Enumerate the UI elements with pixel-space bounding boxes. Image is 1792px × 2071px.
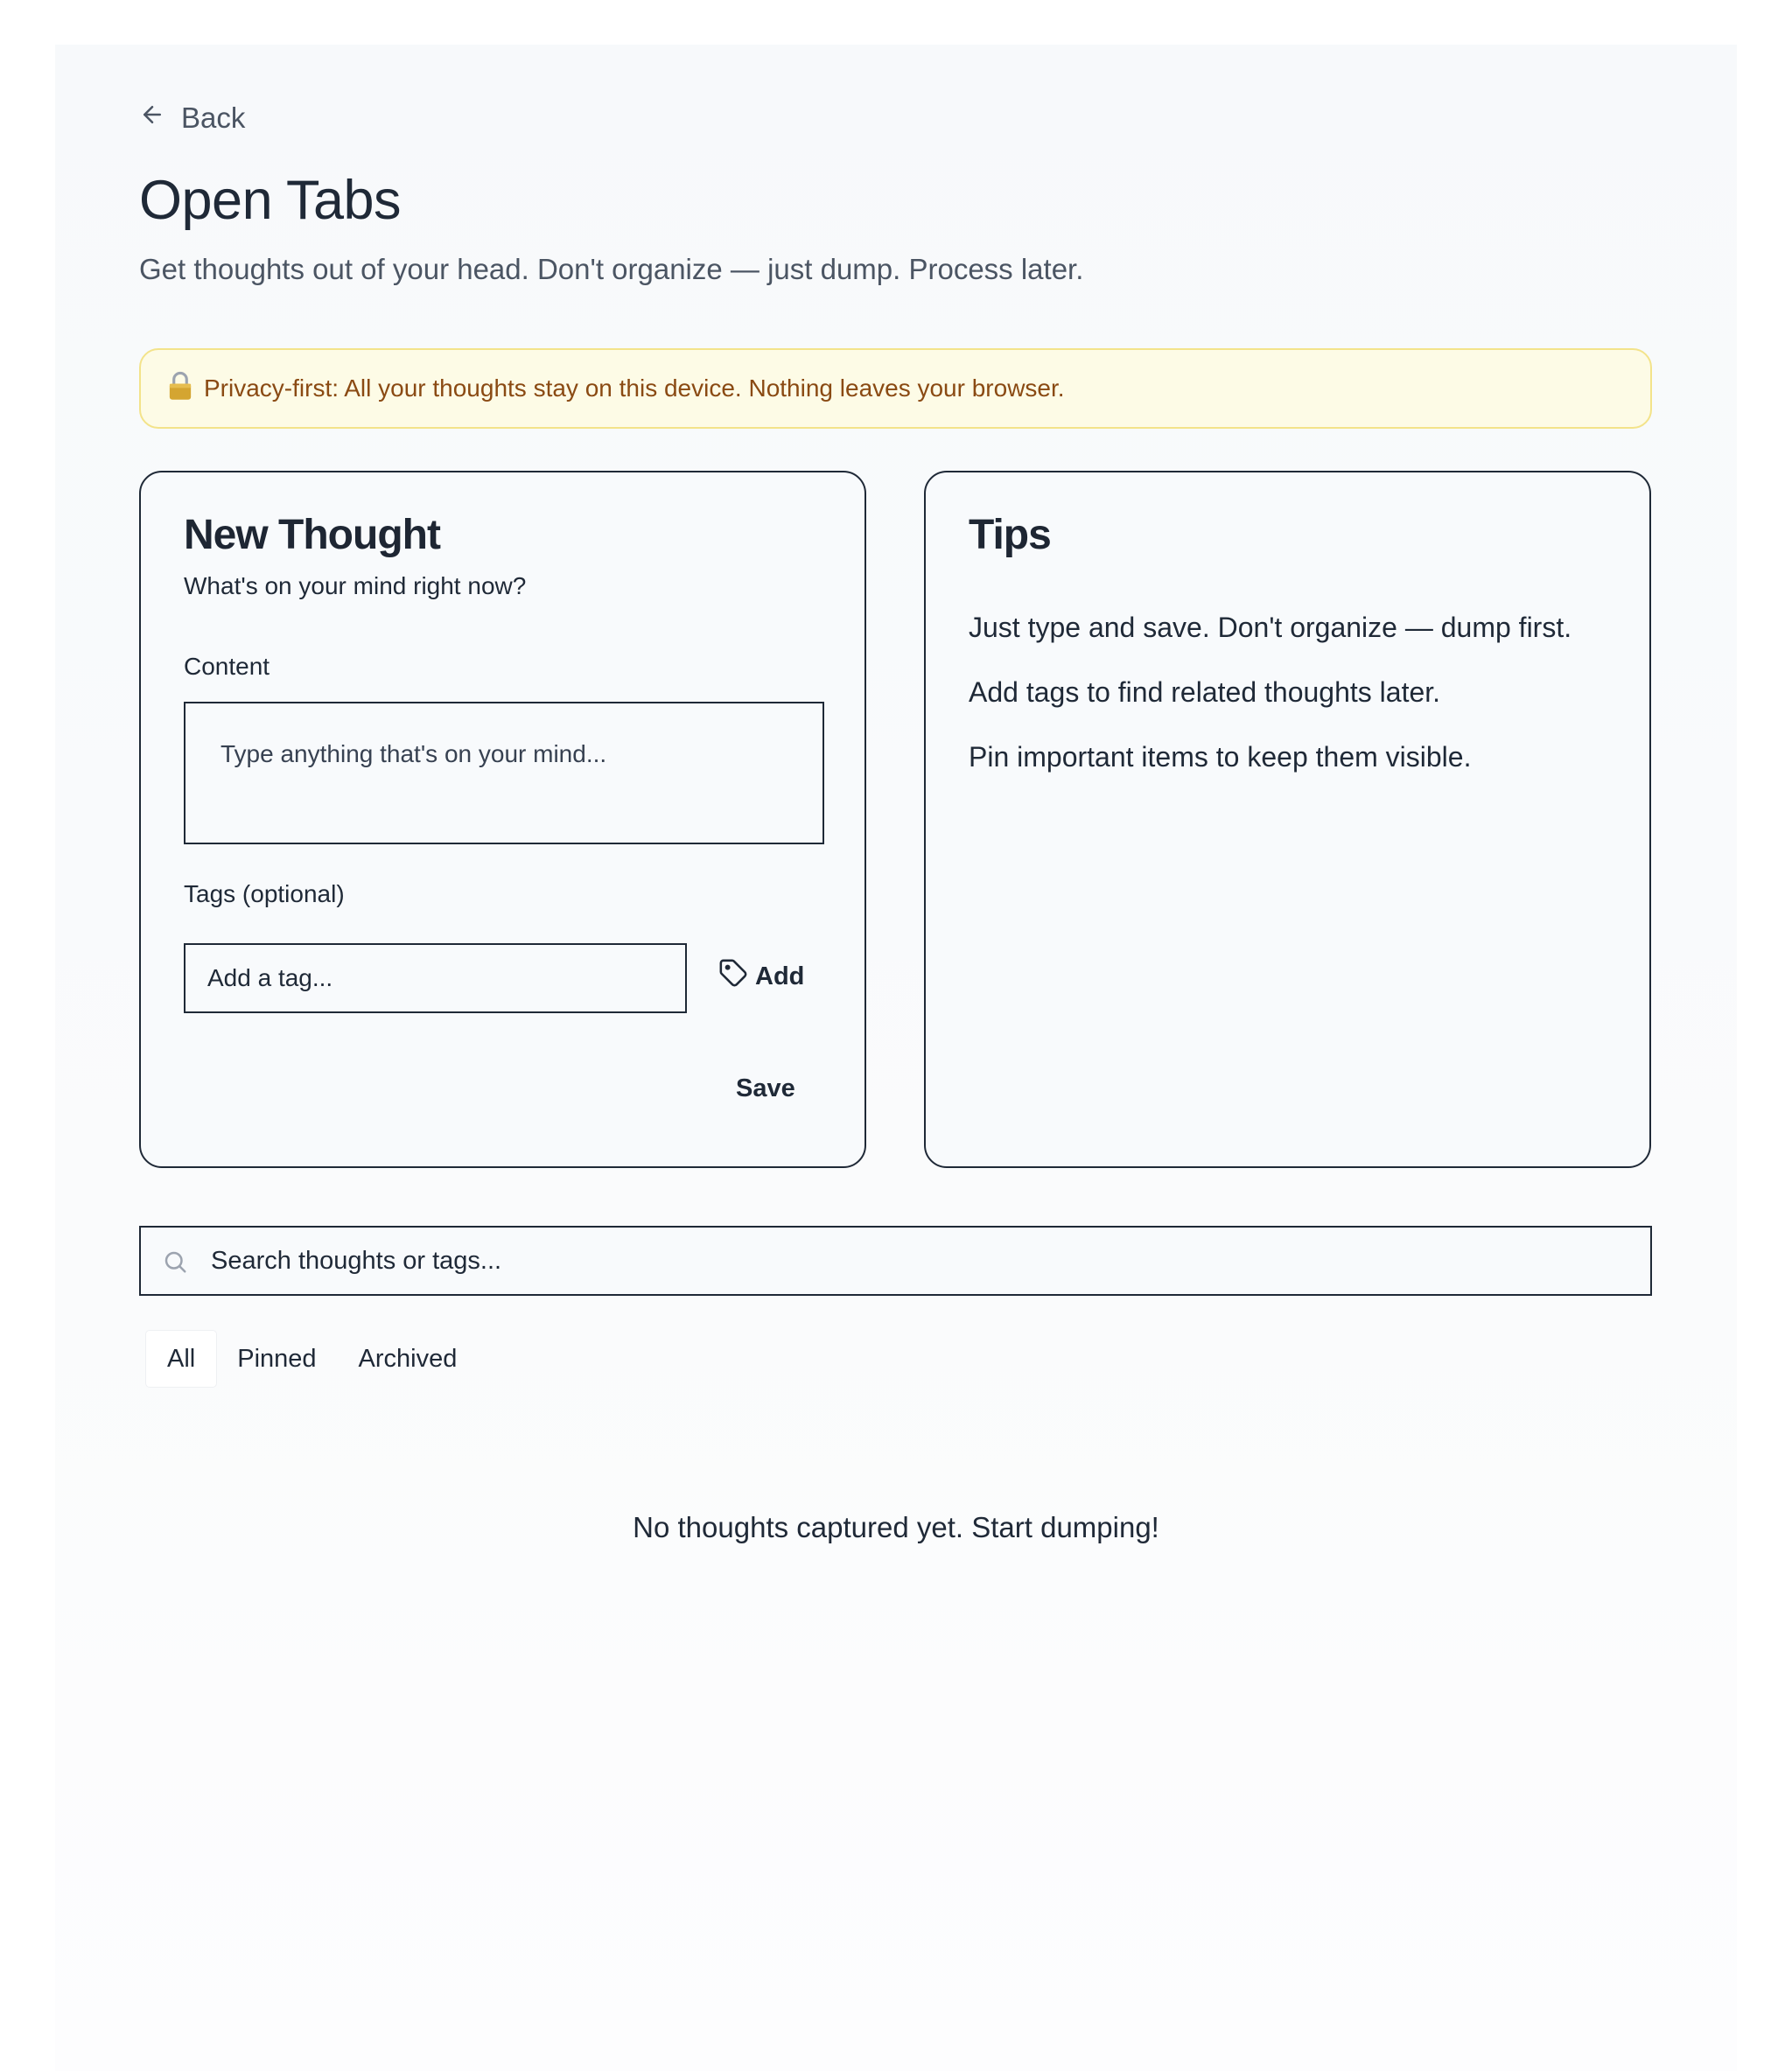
back-link[interactable] (139, 92, 245, 144)
tips-title: Tips (969, 512, 1051, 558)
tag-input[interactable] (184, 943, 687, 1013)
tips-card (924, 471, 1651, 1168)
tab-pinned[interactable]: Pinned (237, 1344, 317, 1373)
save-button[interactable]: Save (718, 1064, 813, 1113)
tab-all[interactable]: All (146, 1331, 216, 1387)
search-input[interactable] (211, 1228, 1646, 1294)
search-bar (139, 1226, 1652, 1296)
tip-item: Pin important items to keep them visible. (969, 741, 1472, 773)
content-label: Content (184, 653, 270, 680)
tips-list (969, 595, 1572, 789)
privacy-banner (139, 348, 1652, 429)
tag-icon (718, 958, 748, 995)
tip-item: Add tags to find related thoughts later. (969, 676, 1441, 708)
page-subtitle: Get thoughts out of your head. Don't organize — just dump. Process later. (139, 253, 1084, 285)
empty-state-message: No thoughts captured yet. Start dumping! (633, 1511, 1159, 1543)
arrow-left-icon (139, 101, 165, 135)
add-tag-label: Add (755, 962, 805, 990)
new-thought-title: New Thought (184, 512, 440, 558)
back-label: Back (181, 101, 246, 134)
page-title: Open Tabs (139, 170, 402, 231)
content-input[interactable] (184, 702, 824, 844)
privacy-text: Privacy-first: All your thoughts stay on this device. Nothing leaves your browser. (204, 374, 1065, 402)
lock-icon (167, 371, 193, 407)
add-tag-button[interactable] (718, 950, 804, 1003)
filter-tabs (146, 1331, 478, 1387)
new-thought-card (139, 471, 866, 1168)
tags-label: Tags (optional) (184, 880, 345, 907)
tip-item: Just type and save. Don't organize — dump first. (969, 612, 1572, 643)
tab-archived[interactable]: Archived (358, 1344, 458, 1373)
new-thought-description: What's on your mind right now? (184, 572, 527, 599)
page-container (55, 45, 1737, 2071)
